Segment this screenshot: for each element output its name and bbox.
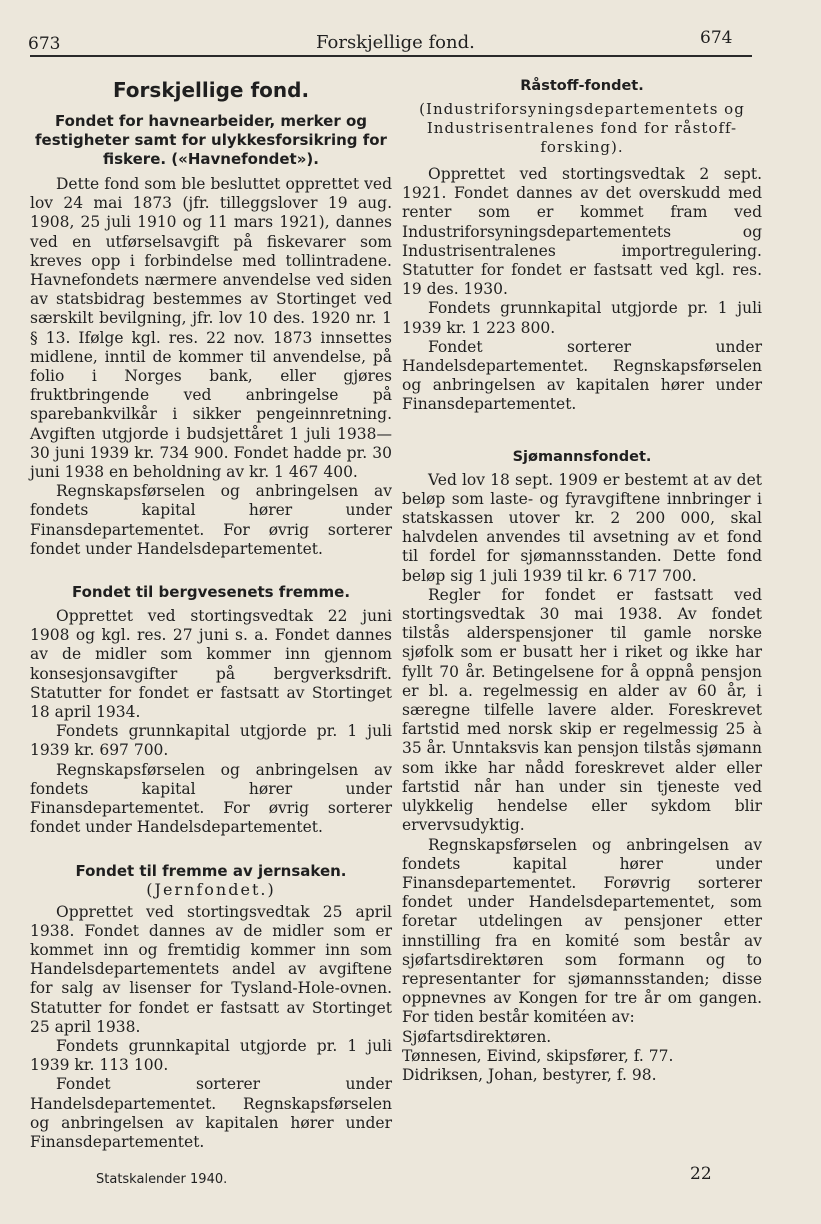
raastoff-paragraph: Fondets grunnkapital utgjorde pr. 1 juli 1939 kr. 1 223 800. (402, 299, 762, 337)
main-title: Forskjellige fond. (112, 78, 310, 102)
running-title: Forskjellige fond. (316, 32, 475, 53)
sjomann-paragraph: Regnskapsførselen og anbringelsen av fondets kapital hører under Finansdepartementet. Forøvrig sorterer fondet under Handelsdepartementet, som foretar utdelingen av pensjoner etter innstilling fra en komité som består av sjøfartsdirektøren som formann og to representanter for sjømannsstanden; disse oppnevnes av Kongen for tre år om gangen. For tiden består komitéen av: (402, 835, 762, 1027)
raastoff-paragraph: Opprettet ved stortingsvedtak 2 sept. 1921. Fondet dannes av det overskudd med renter som er kommet fram ved Industriforsyningsdepartementets og Industrisentralenes importregulering. Statutter for fondet er fastsatt ved kgl. res. 19 des. 1930. (402, 165, 762, 299)
left-page-number: 673 (28, 34, 61, 54)
jernsaken-subheading: (Jernfondet.) (146, 879, 276, 899)
right-page-number: 674 (700, 28, 733, 48)
jernsaken-heading: Fondet til fremme av jernsaken. (75, 861, 347, 880)
jernsaken-paragraph: Opprettet ved stortingsvedtak 25 april 1938. Fondet dannes av de midler som er kommet inn og fremtidig kommer inn som Handelsdepartementets andel av avgiftene for salg av lisenser for Tysland-Hole-ovnen. Statutter for fondet er fastsatt av Stortinget 25 april 1938. (30, 902, 392, 1036)
havnefond-heading: Fondet for havnearbeider, merker og festigheter samt for ulykkesforsikring for fiskere. («Havnefondet»). (35, 112, 387, 168)
sjomann-paragraph: Ved lov 18 sept. 1909 er bestemt at av det beløp som laste- og fyravgiftene innbringer i statskassen utover kr. 2 200 000, skal halvdelen anvendes til avsetning av et fond til fordel for sjømannsstanden. Dette fond beløp sig 1 juli 1939 til kr. 6 717 700. (402, 470, 762, 585)
committee-member: Sjøfartsdirektøren. (402, 1027, 552, 1046)
havnefond-paragraph: Dette fond som ble besluttet opprettet ved lov 24 mai 1873 (jfr. tilleggslover 19 aug. 1908, 25 juli 1910 og 11 mars 1921), dannes ved en utførselsavgift på fiskevarer som kreves opp i forbindelse med tollintradene. Havnefondets nærmere anvendelse ved siden av statsbidrag bestemmes av Stortinget ved særskilt bevilgning, jfr. lov 10 des. 1920 nr. 1 § 13. Ifølge kgl. res. 22 nov. 1873 innsettes midlene, inntil de kommer til anvendelse, på folio i Norges bank, eller gjøres fruktbringende ved anbringelse på sparebankvilkår i sikker pengeinnretning. Avgiften utgjorde i budsjettåret 1 juli 1938—30 juni 1939 kr. 734 900. Fondet hadde pr. 30 juni 1938 en beholdning av kr. 1 467 400. (30, 175, 392, 482)
sjomann-heading: Sjømannsfondet. (512, 448, 652, 465)
jernsaken-paragraph: Fondet sorterer under Handelsdepartementet. Regnskapsførselen og anbringelsen av kapitalen hører under Finansdepartementet. (30, 1075, 392, 1151)
header-rule (30, 55, 752, 57)
raastoff-heading: Råstoff-fondet. (520, 78, 644, 94)
bergvesen-heading: Fondet til bergvesenets fremme. (71, 583, 351, 602)
bergvesen-paragraph: Opprettet ved stortingsvedtak 22 juni 1908 og kgl. res. 27 juni s. a. Fondet dannes av de midler som kommer inn gjennom konsesjonsavgifter på bergverksdrift. Statutter for fondet er fastsatt av Stortinget 18 april 1934. (30, 607, 392, 722)
jernsaken-paragraph: Fondets grunnkapital utgjorde pr. 1 juli 1939 kr. 113 100. (30, 1036, 392, 1075)
raastoff-subheading: (Industriforsyningsdepartementets og Industrisentralenes fond for råstoff-forsking). (419, 100, 745, 156)
committee-member: Tønnesen, Eivind, skipsfører, f. 77. (402, 1046, 674, 1065)
havnefond-paragraph: Regnskapsførselen og anbringelsen av fondets kapital hører under Finansdepartementet. For øvrig sorterer fondet under Handelsdepartementet. (30, 482, 392, 558)
committee-member: Didriksen, Johan, bestyrer, f. 98. (402, 1065, 657, 1084)
sjomann-paragraph: Regler for fondet er fastsatt ved stortingsvedtak 30 mai 1938. Av fondet tilstås alderspensjoner til gamle norske sjøfolk som er busatt her i riket og ikke har fyllt 70 år. Betingelsene for å oppnå pensjon er bl. a. regelmessig en alder av 60 år, i særegne tilfelle lavere alder. Foreskrevet fartstid med norsk skip er regelmessig 25 à 35 år. Unntaksvis kan pensjon tilstås sjømann som ikke har nådd foreskrevet alder eller fartstid når han under sin tjeneste ved ulykkelig hendelse eller sykdom blir ervervsudyktig. (402, 585, 762, 835)
bergvesen-paragraph: Regnskapsførselen og anbringelsen av fondets kapital hører under Finansdepartementet. For øvrig sorterer fondet under Handelsdepartementet. (30, 760, 392, 837)
raastoff-paragraph: Fondet sorterer under Handelsdepartementet. Regnskapsførselen og anbringelsen av kapitalen hører under Finansdepartementet. (402, 337, 762, 414)
footer-source: Statskalender 1940. (96, 1172, 228, 1187)
sheet-number: 22 (690, 1164, 712, 1184)
left-column (30, 60, 392, 1152)
right-column (402, 60, 762, 1085)
bergvesen-paragraph: Fondets grunnkapital utgjorde pr. 1 juli 1939 kr. 697 700. (30, 722, 392, 760)
